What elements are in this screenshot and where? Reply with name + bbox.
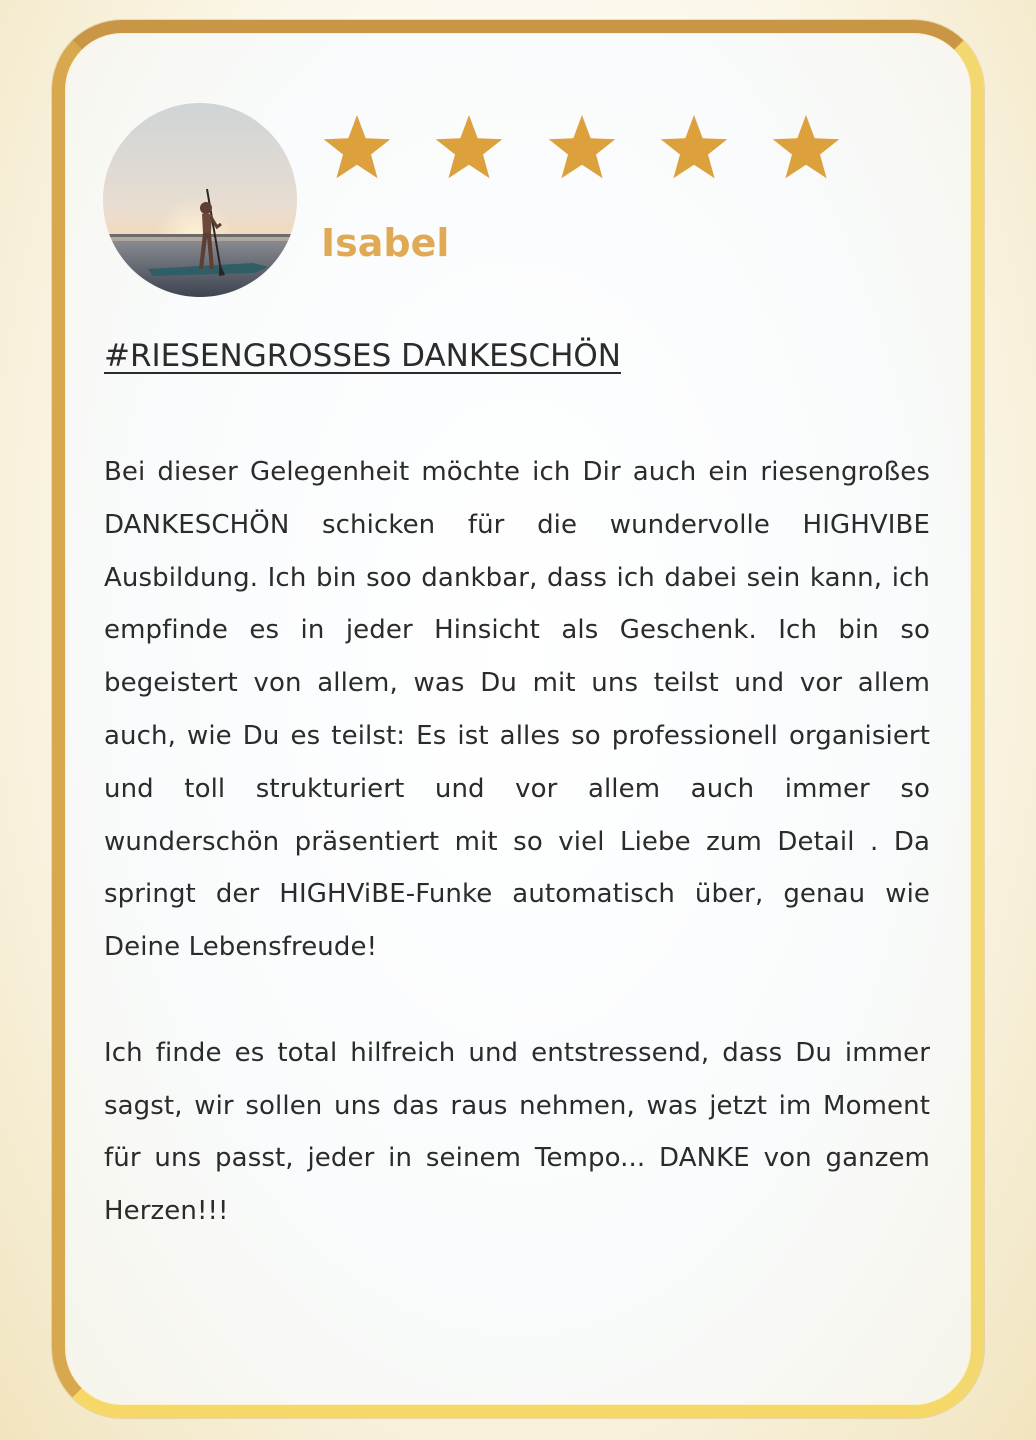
review-paragraph: Ich finde es total hilfreich und entstressend, dass Du immer sagst, wir sollen uns das raus nehmen, was jetzt im Moment für uns passt, jeder in seinem Tempo... DANKE von ganzem Herzen!!! [104, 1037, 930, 1227]
review-paragraph: Bei dieser Gelegenheit möchte ich Dir auch ein riesengroßes DANKESCHÖN schicken für die wundervolle HIGHVIBE Ausbildung. Ich bin soo dankbar, dass ich dabei sein kann, ich empfinde es in jeder Hinsicht als Geschenk. Ich bin so begeistert von allem, was Du mit uns teilst und vor allem auch, wie Du es teilst: Es ist alles so professionell organisiert und toll strukturiert und vor allem auch immer so wunderschön präsentiert mit so viel Liebe zum Detail . Da springt der HIGHViBE-Funke automatisch über, genau wie Deine Lebensfreude! [104, 457, 930, 963]
reviewer-name: Isabel [321, 221, 450, 265]
review-title: #RIESENGROSSES DANKESCHÖN [104, 338, 621, 374]
reviewer-avatar [103, 103, 297, 297]
review-body [104, 446, 930, 1238]
star-icon [657, 113, 731, 187]
paddleboarder-photo [103, 103, 297, 297]
star-icon [432, 113, 506, 187]
star-icon [545, 113, 619, 187]
star-icon [769, 113, 843, 187]
star-icon [320, 113, 394, 187]
star-rating [320, 113, 850, 187]
